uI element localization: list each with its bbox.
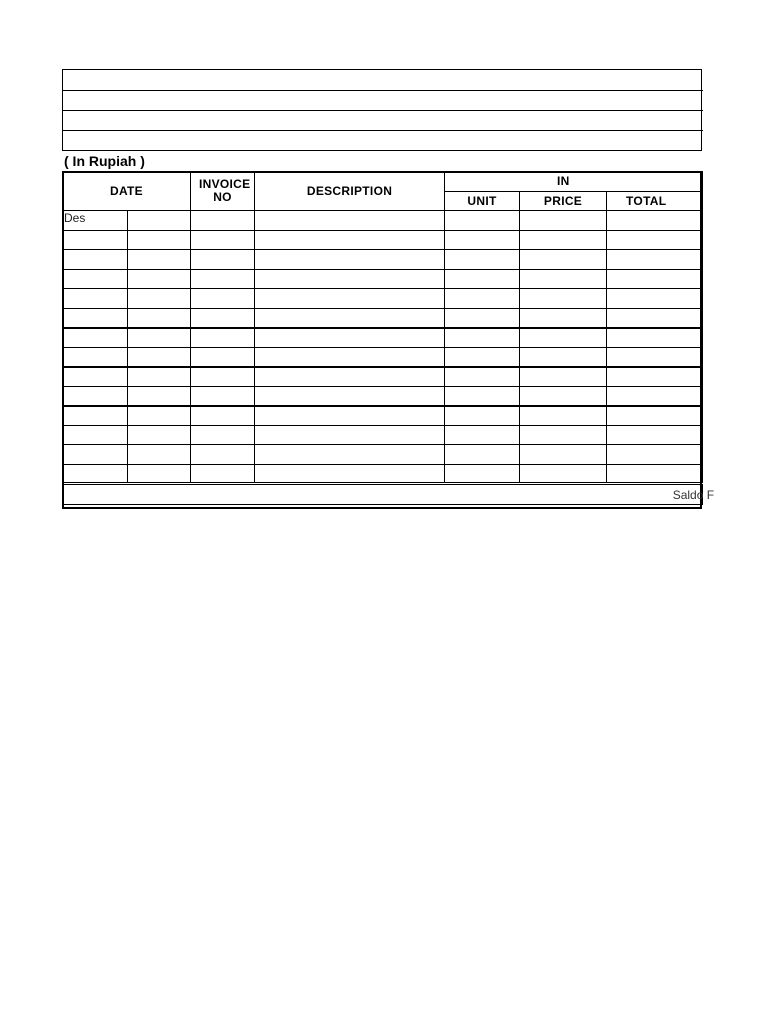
ledger-table <box>62 171 715 505</box>
table-cell <box>63 308 128 328</box>
table-cell <box>445 367 520 387</box>
table-cell <box>445 406 520 426</box>
table-row <box>63 406 703 426</box>
table-cell <box>128 347 191 367</box>
table-row <box>63 425 703 445</box>
table-cell <box>191 230 255 250</box>
table-cell <box>255 347 445 367</box>
table-cell <box>191 308 255 328</box>
table-cell <box>255 308 445 328</box>
table-cell <box>128 425 191 445</box>
table-cell <box>191 269 255 289</box>
table-cell <box>255 269 445 289</box>
table-cell <box>255 425 445 445</box>
table-cell <box>191 464 255 484</box>
table-cell <box>63 445 128 465</box>
col-header-in: IN <box>445 172 703 192</box>
table-cell <box>128 211 191 231</box>
table-cell <box>191 425 255 445</box>
table-cell <box>520 425 607 445</box>
table-row <box>63 386 703 406</box>
table-cell <box>191 328 255 348</box>
table-cell <box>255 230 445 250</box>
table-cell <box>63 250 128 270</box>
table-row <box>63 445 703 465</box>
table-cell <box>191 406 255 426</box>
table-cell <box>63 464 128 484</box>
table-cell <box>128 445 191 465</box>
table-cell <box>63 425 128 445</box>
table-cell <box>607 211 703 231</box>
ledger-table-frame <box>62 171 715 509</box>
table-cell <box>607 289 703 309</box>
table-cell <box>520 406 607 426</box>
table-cell <box>607 308 703 328</box>
table-cell <box>520 367 607 387</box>
table-cell <box>520 269 607 289</box>
table-cell <box>128 269 191 289</box>
table-cell <box>255 367 445 387</box>
table-cell <box>191 211 255 231</box>
table-cell <box>63 289 128 309</box>
table-cell <box>255 250 445 270</box>
table-cell <box>191 386 255 406</box>
table-cell <box>128 250 191 270</box>
table-cell <box>520 347 607 367</box>
table-cell <box>63 386 128 406</box>
table-cell <box>63 406 128 426</box>
table-row <box>63 328 703 348</box>
table-cell <box>128 367 191 387</box>
table-cell <box>255 289 445 309</box>
table-cell <box>445 347 520 367</box>
table-cell <box>191 445 255 465</box>
saldo-row <box>63 484 703 505</box>
table-row <box>63 230 703 250</box>
table-cell <box>255 386 445 406</box>
table-cell <box>191 347 255 367</box>
table-cell <box>607 367 703 387</box>
table-cell <box>607 425 703 445</box>
table-cell <box>445 445 520 465</box>
saldo-cell <box>63 484 715 505</box>
table-cell <box>607 230 703 250</box>
table-cell <box>607 445 703 465</box>
table-cell <box>520 464 607 484</box>
table-cell <box>191 289 255 309</box>
title-line-3 <box>63 130 703 131</box>
table-cell <box>607 347 703 367</box>
col-header-unit: UNIT <box>445 192 520 211</box>
table-cell <box>445 230 520 250</box>
table-row <box>63 464 703 484</box>
title-line-2 <box>63 110 703 111</box>
table-cell <box>520 211 607 231</box>
table-cell <box>445 308 520 328</box>
table-row <box>63 269 703 289</box>
title-line-1 <box>63 90 703 91</box>
table-cell <box>607 406 703 426</box>
table-cell <box>128 464 191 484</box>
table-cell <box>191 250 255 270</box>
table-cell <box>520 445 607 465</box>
table-row <box>63 211 703 231</box>
saldo-label: Saldo F <box>672 487 715 502</box>
table-cell <box>520 230 607 250</box>
table-cell <box>191 367 255 387</box>
table-cell <box>255 328 445 348</box>
title-block <box>62 69 702 151</box>
table-cell <box>128 230 191 250</box>
table-row <box>63 250 703 270</box>
table-cell <box>445 269 520 289</box>
table-cell <box>128 289 191 309</box>
table-cell <box>520 289 607 309</box>
table-row <box>63 347 703 367</box>
table-cell <box>63 347 128 367</box>
ledger-sheet <box>62 69 715 539</box>
col-header-invoice-no: INVOICE NO <box>191 172 255 211</box>
table-row <box>63 308 703 328</box>
table-cell <box>445 250 520 270</box>
table-cell <box>445 211 520 231</box>
table-cell <box>63 269 128 289</box>
table-row <box>63 367 703 387</box>
row-month-label: Des <box>63 211 128 231</box>
table-cell <box>255 464 445 484</box>
table-cell <box>607 269 703 289</box>
table-cell <box>445 386 520 406</box>
col-header-total: TOTAL <box>607 192 703 211</box>
table-cell <box>520 386 607 406</box>
table-cell <box>128 386 191 406</box>
table-cell <box>255 211 445 231</box>
col-header-description: DESCRIPTION <box>255 172 445 211</box>
table-cell <box>128 328 191 348</box>
table-cell <box>607 464 703 484</box>
table-cell <box>63 367 128 387</box>
table-cell <box>128 308 191 328</box>
table-cell <box>445 464 520 484</box>
table-cell <box>520 328 607 348</box>
col-header-price: PRICE <box>520 192 607 211</box>
col-header-date: DATE <box>63 172 191 211</box>
table-cell <box>607 386 703 406</box>
table-cell <box>63 230 128 250</box>
table-cell <box>255 445 445 465</box>
table-cell <box>63 328 128 348</box>
table-cell <box>607 250 703 270</box>
currency-note: ( In Rupiah ) <box>64 153 145 169</box>
table-cell <box>255 406 445 426</box>
table-cell <box>607 328 703 348</box>
header-row-1 <box>63 172 703 192</box>
table-cell <box>520 308 607 328</box>
table-cell <box>445 328 520 348</box>
table-cell <box>445 425 520 445</box>
table-cell <box>520 250 607 270</box>
table-row <box>63 289 703 309</box>
table-cell <box>445 289 520 309</box>
table-cell <box>128 406 191 426</box>
